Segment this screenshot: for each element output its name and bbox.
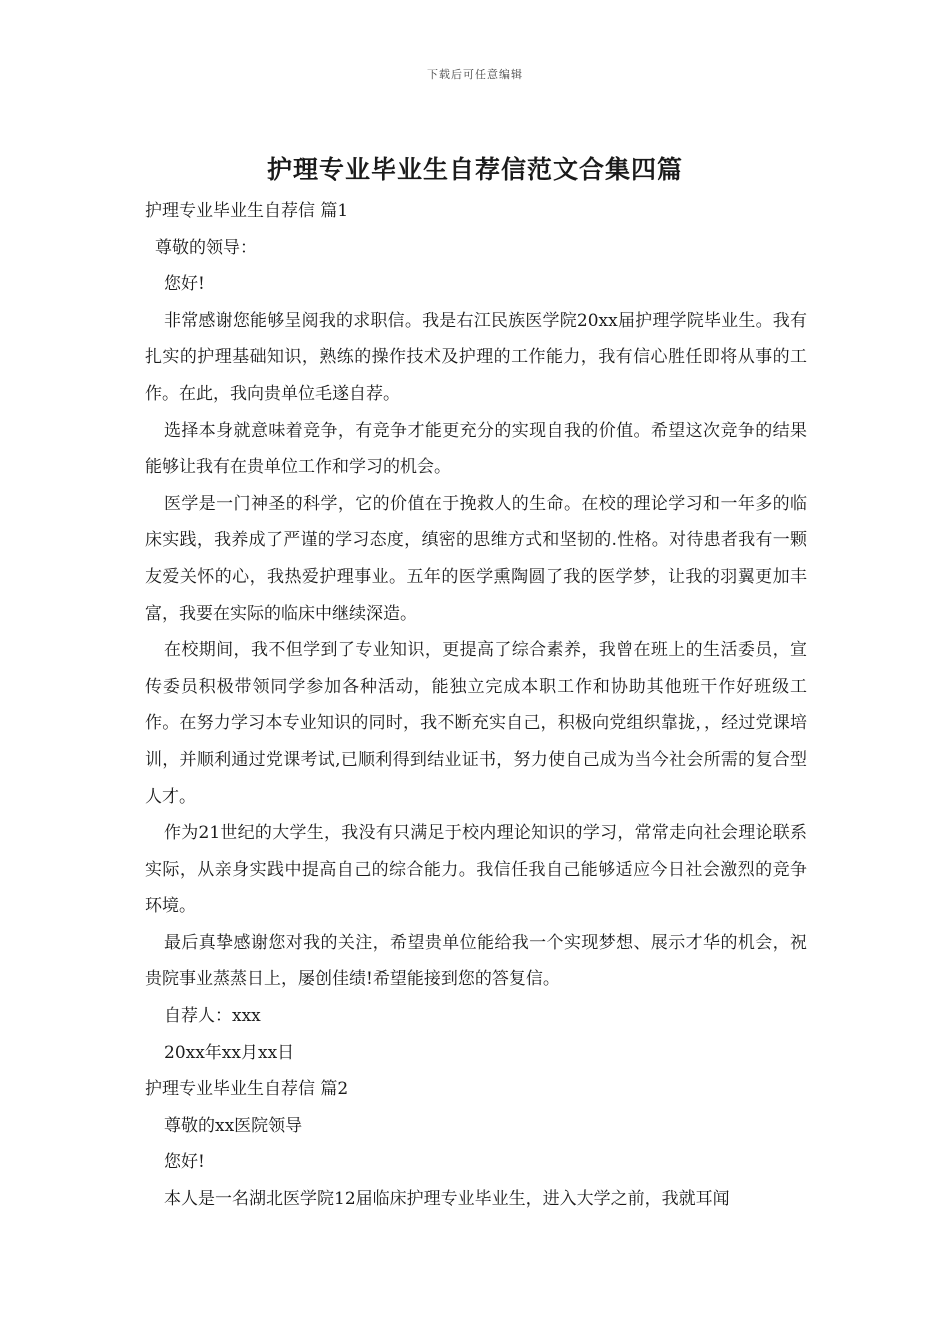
letter1-paragraph: 在校期间，我不但学到了专业知识，更提高了综合素养，我曾在班上的生活委员，宣传委员积极带领同学参加各种活动，能独立完成本职工作和协助其他班干作好班级工作。在努力学习本专业知识的同时，我不断充实自己，积极向党组织靠拢，，经过党课培训，并顺利通过党课考试,已顺利得到结业证书，努力使自己成为当今社会所需的复合型人才。: [145, 640, 807, 807]
letter1-paragraph: 选择本身就意味着竞争，有竞争才能更充分的实现自我的价值。希望这次竞争的结果能够让我有在贵单位工作和学习的机会。: [145, 420, 807, 478]
letter1-signature: 自荐人：xxx: [164, 1006, 261, 1027]
document-body: [145, 193, 807, 1218]
letter1-greeting: 您好!: [164, 274, 205, 295]
letter1-paragraph: 非常感谢您能够呈阅我的求职信。我是右江民族医学院20xx届护理学院毕业生。我有扎实的护理基础知识，熟练的操作技术及护理的工作能力，我有信心胜任即将从事的工作。在此，我向贵单位毛遂自荐。: [145, 310, 807, 404]
letter1-paragraph: 最后真挚感谢您对我的关注，希望贵单位能给我一个实现梦想、展示才华的机会，祝贵院事业蒸蒸日上，屡创佳绩!希望能接到您的答复信。: [145, 932, 807, 990]
letter2-heading: 护理专业毕业生自荐信 篇2: [145, 1079, 349, 1100]
header-note: 下载后可任意编辑: [427, 68, 523, 81]
letter2-paragraph: 本人是一名湖北医学院12届临床护理专业毕业生，进入大学之前，我就耳闻: [164, 1189, 730, 1210]
letter1-date: 20xx年xx月xx日: [164, 1042, 295, 1063]
letter1-paragraph: 作为21世纪的大学生，我没有只满足于校内理论知识的学习，常常走向社会理论联系实际，从亲身实践中提高自己的综合能力。我信任我自己能够适应今日社会激烈的竞争环境。: [145, 823, 807, 917]
letter1-salutation: 尊敬的领导：: [155, 237, 257, 258]
letter1-heading: 护理专业毕业生自荐信 篇1: [145, 201, 349, 221]
letter1-paragraph: 医学是一门神圣的科学，它的价值在于挽救人的生命。在校的理论学习和一年多的临床实践，我养成了严谨的学习态度，缜密的思维方式和坚韧的.性格。对待患者我有一颗友爱关怀的心，我热爱护理事业。五年的医学熏陶圆了我的医学梦，让我的羽翼更加丰富，我要在实际的临床中继续深造。: [145, 493, 807, 624]
letter2-salutation: 尊敬的xx医院领导: [164, 1115, 303, 1136]
document-title: 护理专业毕业生自荐信范文合集四篇: [266, 155, 683, 184]
letter2-greeting: 您好!: [164, 1152, 205, 1173]
